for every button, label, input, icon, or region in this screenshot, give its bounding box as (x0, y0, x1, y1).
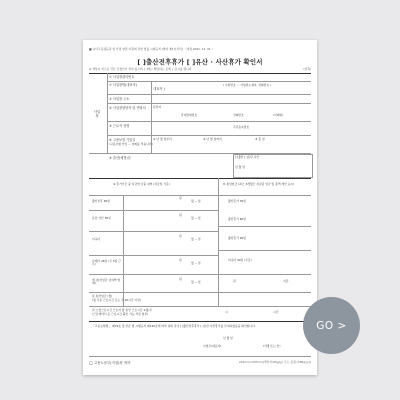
row-divider (218, 226, 311, 227)
row-divider (89, 195, 311, 196)
header-note: ■ 남녀고용평등과 일·가정 양립 지원에 관한 법률 시행규칙 [별지 제1호서식] 〈개정 2021. 12. 31.〉 (89, 47, 215, 51)
go-button[interactable] (303, 297, 360, 354)
field-label: ⑧ 출산(예정)일 (109, 156, 131, 160)
pay-table-left-title: ⑨ 휴가기간 중 지급한 금품 내역 (지급일 기준) (113, 182, 170, 186)
pay-row-period: 월 ~ 일 (191, 261, 201, 265)
addressee: ◯ 고용노동부(지청)장 귀하 (89, 361, 131, 365)
field-value: ② 년 월 일까지 (203, 137, 222, 141)
date-line: 년 월 일 (223, 336, 233, 340)
field-value: [ ]출산 [ ]유산·사산 (235, 155, 260, 159)
field-note: (근로계약서 등 근로시간 확인 가능 서류 첨부) (92, 312, 149, 316)
field-value: (이메일) (273, 113, 284, 117)
field-label: ⑤ 근로자 성명 (109, 124, 130, 128)
pay-row-period: 월 ~ 일 (191, 216, 201, 220)
document-page (83, 40, 317, 375)
pay-row-label: 다태아 45일 (주 5일 근무) (92, 259, 121, 267)
pay-row-label: 출산전후 60일 (92, 199, 110, 203)
row-divider (89, 292, 311, 293)
subline-left: ※ 색상이 어두운 칸은 신청인이 적지 않으며, [ ]에는 해당되는 곳에 √ 표시를 합니다. (89, 67, 193, 71)
row-divider (89, 255, 218, 256)
row-divider (107, 135, 311, 136)
pay-row-amount: 원 (179, 258, 182, 262)
field-label: ③ 사업장 주소 (109, 97, 130, 101)
field-value: ③ 총 일 (255, 137, 265, 141)
date-box (233, 154, 313, 178)
column-divider (218, 178, 219, 306)
row-divider (107, 121, 311, 122)
field-label: ① 사업장관리번호 (109, 75, 135, 79)
field-value: ① 년 월 일부터 (153, 137, 172, 141)
row-divider (89, 210, 218, 211)
section-rule (89, 321, 311, 322)
page-side-label: (앞쪽) (303, 67, 311, 71)
pay-table-right-title: ⑩ 통상임금 (최근 3개월간 지급된 임금 및 총액 계산 표시) (223, 182, 295, 186)
pay-row-amount: 원 (179, 213, 182, 217)
signature-mark: (서명 또는 인) (263, 344, 281, 348)
field-value: ( 대표자 ) (151, 87, 165, 91)
row-divider (107, 103, 311, 104)
pay-row-period: 월 ~ 일 (191, 237, 201, 241)
pay-row-period: 월 ~ 일 (191, 199, 201, 203)
confirmation-statement: 「고용보험법」 제75조 및 같은 법 시행규칙 제120조에 따라 위와 같이 [ ]출산전후휴가 [ ]유산·사산휴가를 부여하였음을 확인합니다. (92, 324, 256, 328)
document-title: [ ]출산전후휴가 [ ]유산 · 사산휴가 확인서 (137, 58, 263, 66)
subline (89, 68, 311, 71)
field-value: 담당자 (153, 105, 162, 109)
pay-row-amount: 원 (179, 234, 182, 238)
field-value: 시 (225, 310, 228, 314)
pay-row-label: 계 (통상임금 급여액 합계) (92, 278, 121, 286)
row-divider (89, 356, 311, 357)
field-value: 주민등록번호 (233, 125, 250, 129)
row-divider (218, 250, 311, 251)
row-divider (89, 306, 311, 307)
pay-right-sum: 원 (233, 279, 236, 283)
field-label: ⑫ 소정근로시간 근로자 월 통상 근로시간 ※월/주 (92, 308, 153, 312)
field-label: ⑪ 통상임금 (월) (92, 294, 113, 298)
top-rule (89, 73, 311, 74)
field-value: 년 월 일 (235, 165, 245, 169)
field-value: 시간 (273, 310, 279, 314)
row-divider (89, 231, 218, 232)
pay-row-label: 미숙아 (92, 237, 101, 241)
row-divider (107, 81, 311, 82)
field-label: ② 사업장명(대표자) (109, 83, 137, 87)
paper-spec: 210mm×297mm[백상지(80g/㎡) 또는 중질지(80g/㎡)] (238, 360, 311, 364)
go-button-label: GO > (316, 319, 347, 332)
field-value: 휴대전화번호 (181, 113, 198, 117)
pay-row-amount: 원 (179, 196, 182, 200)
pay-right-row: 출산휴가 30일 (228, 199, 246, 203)
signer-label: 사업주(대표자) (203, 344, 222, 348)
field-value: ( 우편번호 : , 사업장소재지, 전화번호 ) (223, 83, 272, 87)
pay-row-amount: 원 (179, 277, 182, 281)
field-note: (월 기준 근로시간 또는 주 40시간 이상) (92, 298, 141, 302)
column-divider (123, 195, 124, 306)
pay-right-row: 출산휴가 90일 (228, 236, 246, 240)
side-label: 사업장 (93, 110, 101, 118)
row-divider (89, 274, 311, 275)
field-note: (고용보험 가입 ... 날짜를 적습니다) (109, 142, 153, 146)
field-label: ⑥ 고용보험 가입일 (109, 138, 136, 142)
pay-row-period: 월 ~ 일 (191, 280, 201, 284)
field-value: 전화번호 (233, 113, 244, 117)
column-divider (107, 73, 108, 153)
row-divider (107, 94, 311, 95)
field-label: ④ 사업장담당자 및 연락처 (109, 106, 146, 110)
pay-right-total: 지급 (283, 279, 289, 283)
pay-right-row: 출산휴가 60일 (228, 217, 246, 221)
section-rule (89, 178, 311, 179)
pay-right-row: 미숙아 30일 (무급) (228, 258, 252, 262)
pay-row-label: 유산·사산 30일 (92, 216, 111, 220)
